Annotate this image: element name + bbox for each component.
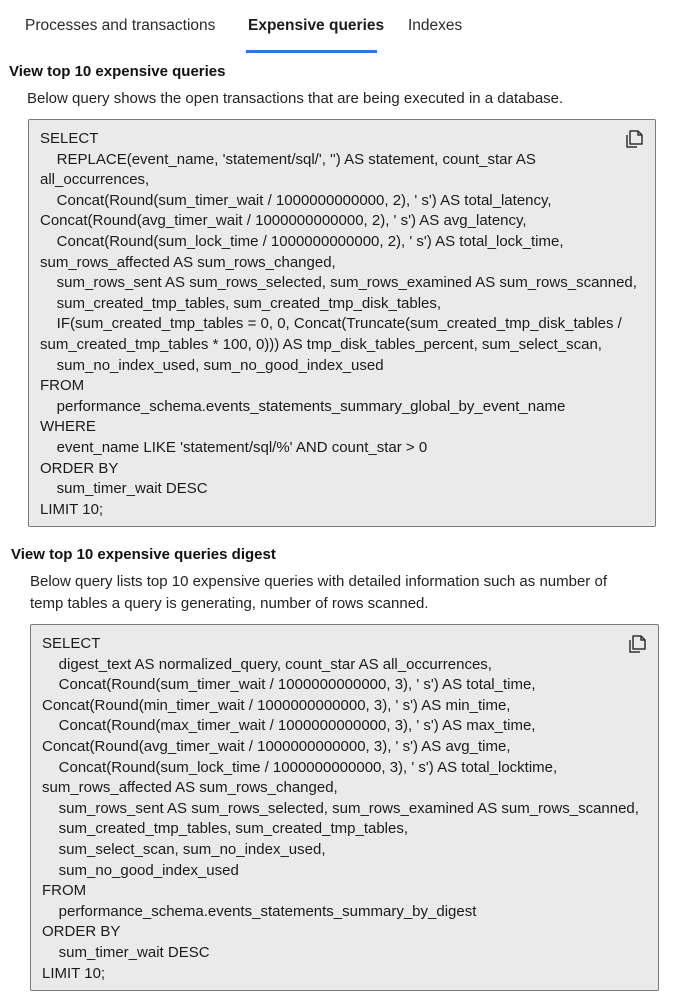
code-line: Concat(Round(max_timer_wait / 1000000000000, 3), ' s') AS max_time, — [42, 717, 536, 735]
code-line: IF(sum_created_tmp_tables = 0, 0, Concat(Truncate(sum_created_tmp_disk_tables / — [40, 315, 622, 333]
copy-icon — [626, 633, 648, 655]
code-block — [30, 624, 659, 991]
code-text[interactable] — [42, 634, 639, 984]
code-line: SELECT — [42, 635, 101, 652]
code-line: Concat(Round(sum_lock_time / 1000000000000, 3), ' s') AS total_locktime, — [42, 758, 558, 776]
code-line: Concat(Round(sum_timer_wait / 1000000000000, 2), ' s') AS total_latency, — [40, 191, 552, 209]
tab-expensive-queries[interactable]: Expensive queries — [248, 17, 385, 34]
code-line: event_name LIKE 'statement/sql/%' AND count_star > 0 — [40, 438, 428, 456]
code-line: sum_timer_wait DESC — [40, 480, 208, 498]
code-line: Concat(Round(avg_timer_wait / 1000000000000, 2), ' s') AS avg_latency, — [40, 212, 527, 230]
copy-button[interactable] — [623, 128, 645, 150]
section-title: View top 10 expensive queries digest — [11, 546, 276, 563]
code-line: Concat(Round(sum_timer_wait / 1000000000000, 3), ' s') AS total_time, — [42, 676, 536, 694]
code-line: SELECT — [40, 130, 99, 147]
code-line: LIMIT 10; — [42, 964, 106, 982]
code-line: performance_schema.events_statements_summary_by_digest — [42, 902, 477, 920]
tab-processes-and-transactions[interactable]: Processes and transactions — [25, 17, 216, 34]
code-line: all_occurrences, — [40, 171, 150, 189]
code-line: Concat(Round(sum_lock_time / 1000000000000, 2), ' s') AS total_lock_time, — [40, 232, 564, 250]
code-line: sum_created_tmp_tables, sum_created_tmp_tables, — [42, 820, 409, 838]
code-block — [28, 119, 656, 527]
code-line: sum_rows_affected AS sum_rows_changed, — [42, 779, 338, 797]
code-line: sum_rows_sent AS sum_rows_selected, sum_rows_examined AS sum_rows_scanned, — [42, 799, 639, 817]
code-line: digest_text AS normalized_query, count_star AS all_occurrences, — [42, 655, 492, 673]
code-line: WHERE — [40, 418, 96, 436]
active-tab-indicator — [246, 50, 377, 53]
tab-indexes[interactable]: Indexes — [408, 17, 463, 34]
copy-icon — [623, 128, 645, 150]
code-line: ORDER BY — [40, 459, 119, 477]
section-title: View top 10 expensive queries — [9, 63, 226, 80]
section-description-line-2: temp tables a query is generating, number of rows scanned. — [30, 595, 429, 612]
code-line: sum_rows_affected AS sum_rows_changed, — [40, 253, 336, 271]
section-description: Below query shows the open transactions that are being executed in a database. — [27, 90, 564, 107]
code-line: Concat(Round(avg_timer_wait / 1000000000000, 3), ' s') AS avg_time, — [42, 737, 511, 755]
code-line: sum_rows_sent AS sum_rows_selected, sum_rows_examined AS sum_rows_scanned, — [40, 274, 637, 292]
code-line: ORDER BY — [42, 923, 121, 941]
copy-button[interactable] — [626, 633, 648, 655]
section-description-line-1: Below query lists top 10 expensive queries with detailed information such as number of — [30, 573, 607, 590]
code-line: LIMIT 10; — [40, 500, 104, 518]
code-line: FROM — [42, 882, 87, 900]
code-line: sum_created_tmp_tables, sum_created_tmp_disk_tables, — [40, 294, 442, 312]
code-line: REPLACE(event_name, 'statement/sql/', '') AS statement, count_star AS — [40, 150, 536, 168]
code-line: sum_no_index_used, sum_no_good_index_used — [40, 356, 384, 374]
code-line: sum_no_good_index_used — [42, 861, 239, 879]
code-line: sum_select_scan, sum_no_index_used, — [42, 840, 326, 858]
tab-bar — [0, 0, 677, 56]
code-line: performance_schema.events_statements_summary_global_by_event_name — [40, 397, 566, 415]
code-line: FROM — [40, 377, 85, 395]
code-line: sum_timer_wait DESC — [42, 943, 210, 961]
code-line: Concat(Round(min_timer_wait / 1000000000000, 3), ' s') AS min_time, — [42, 696, 511, 714]
code-text[interactable] — [40, 129, 637, 520]
code-line: sum_created_tmp_tables * 100, 0))) AS tmp_disk_tables_percent, sum_select_scan, — [40, 335, 602, 353]
